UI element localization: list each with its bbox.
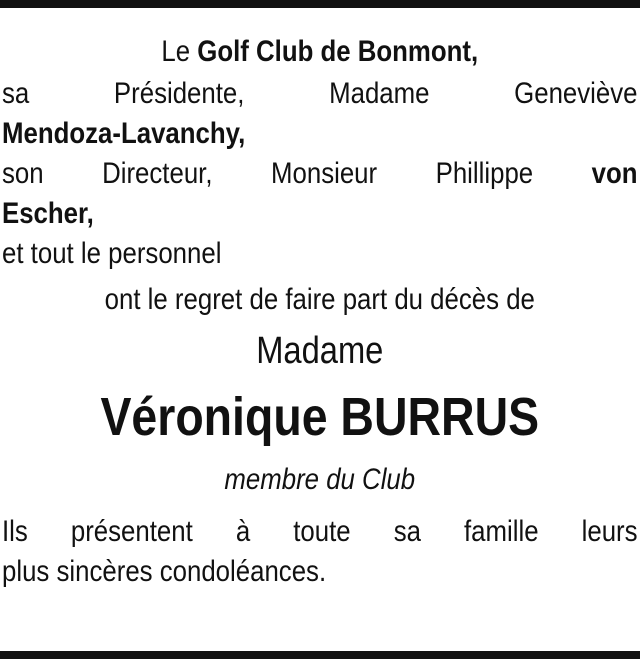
- director-word-2: Directeur,: [102, 157, 213, 190]
- president-name: Mendoza-Lavanchy,: [2, 117, 246, 150]
- director-word-4: Phillippe: [435, 157, 534, 190]
- staff-line: et tout le personnel: [2, 237, 222, 270]
- madame-title: Madame: [256, 330, 384, 372]
- condolences-line-2: plus sincères condoléances.: [2, 555, 327, 588]
- bottom-border-rule: [0, 651, 640, 659]
- condolences-word-5: sa: [393, 515, 421, 548]
- director-surname: Escher,: [2, 197, 94, 230]
- director-word-1: son: [2, 157, 44, 190]
- director-particle: von: [591, 157, 638, 190]
- director-word-3: Monsieur: [271, 157, 378, 190]
- condolences-word-4: toute: [293, 515, 351, 548]
- condolences-line-1: [2, 512, 638, 552]
- regret-line: ont le regret de faire part du décès de: [104, 283, 535, 316]
- president-word-3: Madame: [329, 77, 430, 110]
- condolences-word-7: leurs: [581, 515, 638, 548]
- condolences-word-6: famille: [463, 515, 539, 548]
- president-word-4: Geneviève: [514, 77, 638, 110]
- condolences-word-3: à: [235, 515, 251, 548]
- member-role: membre du Club: [224, 463, 416, 496]
- title-prefix: Le: [161, 35, 191, 68]
- obituary-notice: [2, 30, 638, 592]
- deceased-name: Véronique BURRUS: [100, 387, 540, 447]
- condolences-word-2: présentent: [70, 515, 193, 548]
- top-border-rule: [0, 0, 640, 8]
- president-line: [2, 74, 638, 114]
- director-line: [2, 154, 638, 194]
- condolences-word-1: Ils: [2, 515, 28, 548]
- president-word-2: Présidente,: [113, 77, 245, 110]
- club-title-line: [2, 30, 638, 74]
- president-word-1: sa: [2, 77, 30, 110]
- club-name: Golf Club de Bonmont,: [197, 35, 479, 68]
